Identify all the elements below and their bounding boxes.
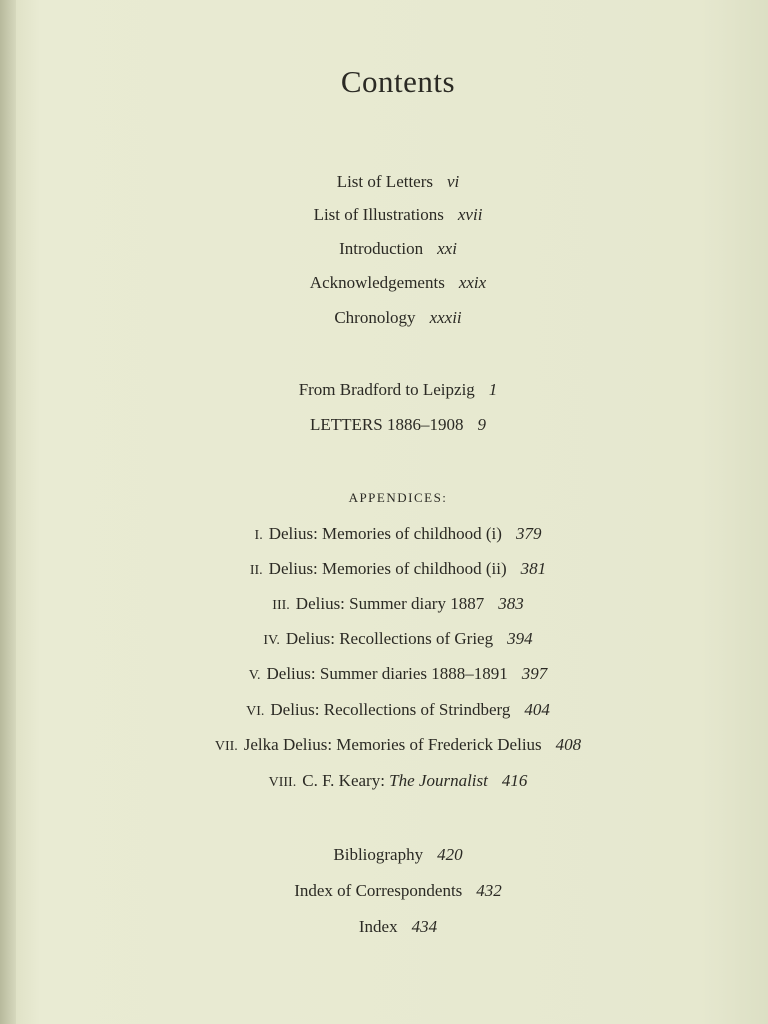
appendix-number: VII. xyxy=(214,739,238,754)
toc-entry-page: xxi xyxy=(437,239,457,258)
toc-entry-label: Delius: Recollections of Grieg xyxy=(285,629,494,648)
appendix-number: IV. xyxy=(263,633,280,648)
toc-entry-label: Index of Correspondents xyxy=(294,881,463,900)
toc-appendix xyxy=(0,735,768,755)
toc-entry-page: xxxii xyxy=(429,308,462,327)
toc-entry-label: Chronology xyxy=(334,308,416,327)
toc-appendix xyxy=(0,629,768,649)
page-title: Contents xyxy=(340,64,456,99)
toc-entry xyxy=(0,917,768,937)
toc-entry-label: Delius: Recollections of Strindberg xyxy=(270,700,511,719)
toc-entry-label: Delius: Summer diary 1887 xyxy=(295,594,485,613)
toc-entry-page: 434 xyxy=(411,917,438,936)
toc-entry-label: C. F. Keary: xyxy=(302,771,390,790)
toc-entry-label: List of Illustrations xyxy=(313,205,444,224)
toc-entry xyxy=(0,308,768,328)
toc-entry-page: 1 xyxy=(488,380,498,399)
toc-entry xyxy=(0,273,768,293)
toc-entry-label: Jelka Delius: Memories of Frederick Delius xyxy=(243,735,542,754)
toc-entry-page: 432 xyxy=(476,881,502,900)
toc-entry-label: Introduction xyxy=(339,239,424,258)
toc-entry-label: Delius: Summer diaries 1888–1891 xyxy=(266,664,508,683)
toc-entry-page: 408 xyxy=(555,735,582,754)
toc-entry xyxy=(0,172,768,192)
toc-entry xyxy=(0,881,768,901)
toc-entry-label: Delius: Memories of childhood (i) xyxy=(268,524,502,543)
toc-entry-page: 381 xyxy=(520,559,547,578)
toc-appendix xyxy=(0,559,768,579)
toc-entry-page: 397 xyxy=(521,664,548,683)
appendix-number: III. xyxy=(272,598,290,613)
toc-entry-page: xxix xyxy=(458,273,487,292)
toc-entry-page: 383 xyxy=(498,594,524,613)
toc-entry-label: LETTERS 1886–1908 xyxy=(310,415,464,434)
toc-entry-label: Acknowledgements xyxy=(309,273,445,292)
toc-entry-label: Index xyxy=(358,917,398,936)
page-gutter xyxy=(0,0,16,1024)
toc-entry xyxy=(0,415,768,435)
toc-entry xyxy=(0,205,768,225)
toc-entry-label: Delius: Memories of childhood (ii) xyxy=(268,559,507,578)
toc-entry-page: xvii xyxy=(457,205,483,224)
toc-entry-page: 379 xyxy=(515,524,542,543)
toc-entry xyxy=(0,845,768,865)
appendix-number: VI. xyxy=(246,704,265,719)
appendix-number: VIII. xyxy=(268,775,297,790)
toc-appendix xyxy=(0,771,768,791)
toc-entry-page: 420 xyxy=(437,845,463,864)
toc-entry-page: 416 xyxy=(501,771,528,790)
toc-entry-label: List of Letters xyxy=(336,172,434,191)
toc-entry xyxy=(0,380,768,400)
toc-entry-page: 9 xyxy=(477,415,486,434)
toc-appendix xyxy=(0,700,768,720)
toc-appendix xyxy=(0,594,768,614)
toc-appendix xyxy=(0,524,768,544)
appendix-number: I. xyxy=(254,528,263,543)
toc-entry-page: vi xyxy=(447,172,460,191)
toc-entry xyxy=(0,239,768,259)
toc-entry-page: 394 xyxy=(507,629,533,648)
toc-entry-label-italic: The Journalist xyxy=(389,771,488,790)
toc-appendix xyxy=(0,664,768,684)
toc-entry-label: From Bradford to Leipzig xyxy=(298,380,475,399)
appendix-number: V. xyxy=(248,668,261,683)
appendices-heading: APPENDICES: xyxy=(348,490,448,505)
appendix-number: II. xyxy=(249,563,263,578)
toc-entry-page: 404 xyxy=(524,700,550,719)
toc-entry-label: Bibliography xyxy=(333,845,424,864)
